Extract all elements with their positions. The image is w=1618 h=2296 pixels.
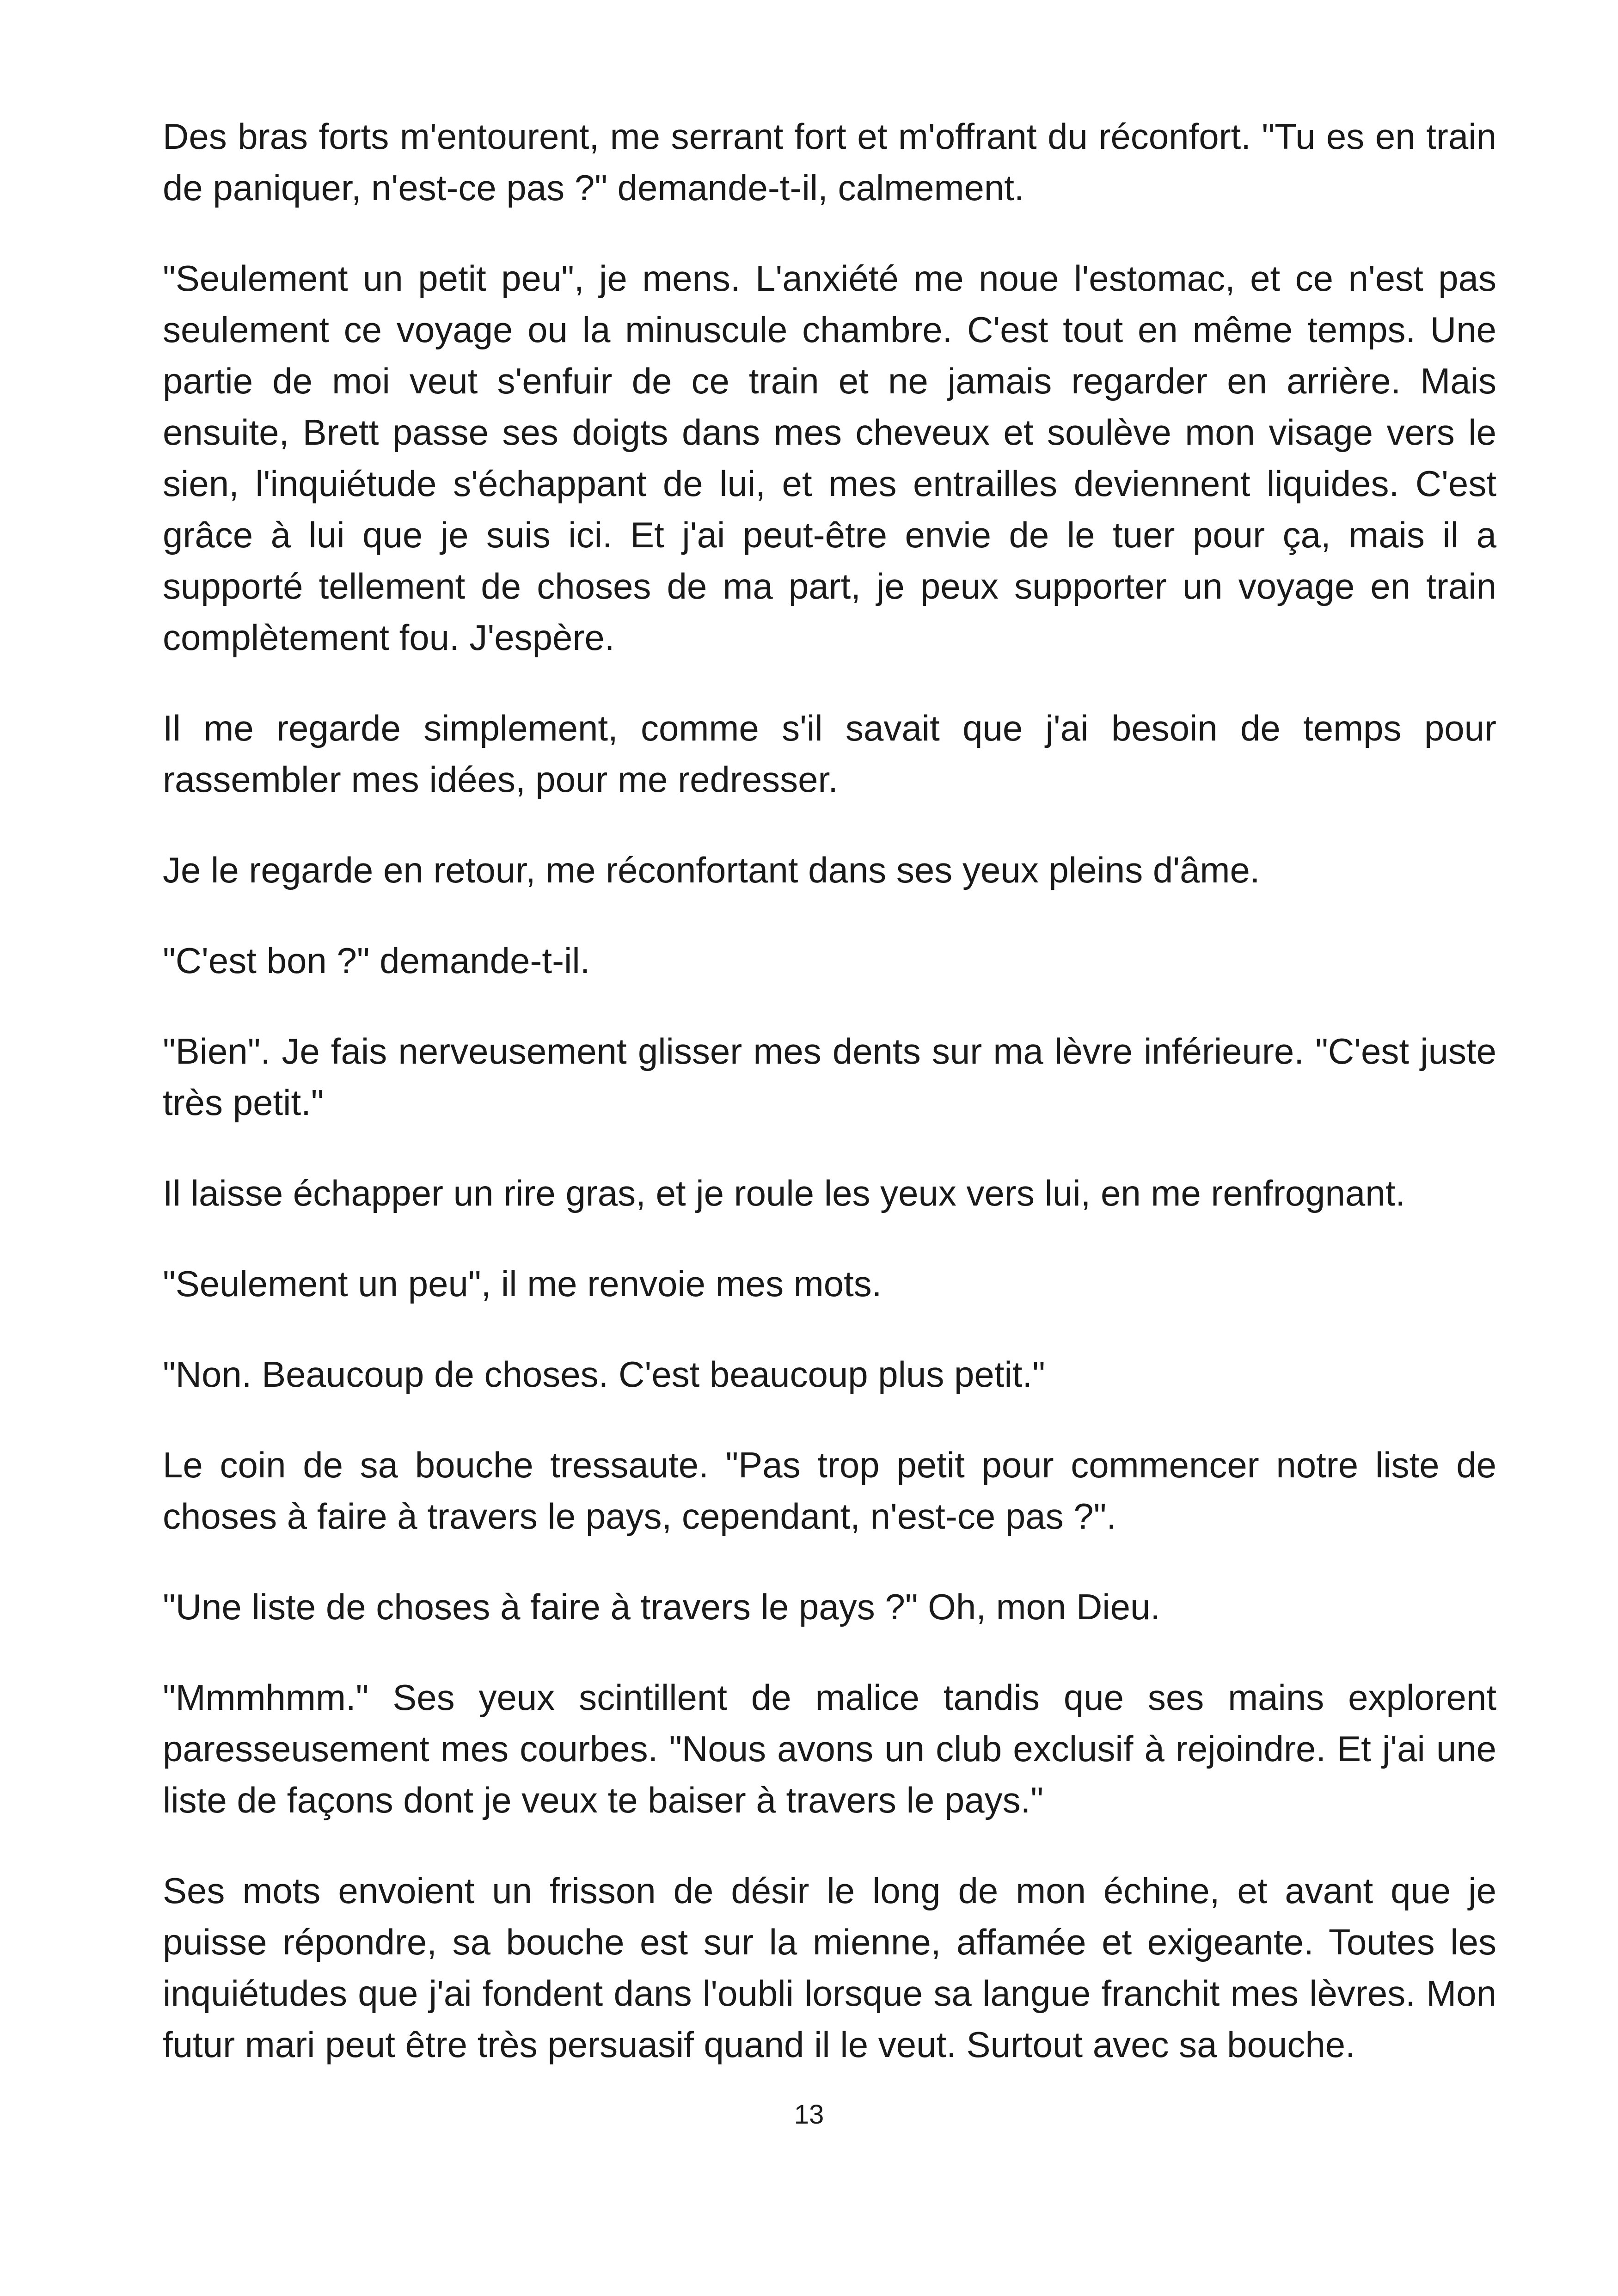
- paragraph-5: "C'est bon ?" demande-t-il.: [163, 940, 590, 981]
- paragraph-11: "Une liste de choses à faire à travers le pays ?" Oh, mon Dieu.: [163, 1586, 1161, 1627]
- page-number: 13: [794, 2100, 824, 2130]
- body-text: [163, 111, 1496, 2070]
- paragraph-1: Des bras forts m'entourent, me serrant fort et m'offrant du réconfort. "Tu es en train de paniquer, n'est-ce pas ?" demande-t-il, calmement.: [163, 116, 1496, 208]
- paragraph-8: "Seulement un peu", il me renvoie mes mots.: [163, 1263, 882, 1304]
- paragraph-7: Il laisse échapper un rire gras, et je roule les yeux vers lui, en me renfrognant.: [163, 1173, 1406, 1213]
- paragraph-3: Il me regarde simplement, comme s'il savait que j'ai besoin de temps pour rassembler mes idées, pour me redresser.: [163, 708, 1496, 800]
- paragraph-9: "Non. Beaucoup de choses. C'est beaucoup plus petit.": [163, 1354, 1045, 1395]
- paragraph-12: "Mmmhmm." Ses yeux scintillent de malice tandis que ses mains explorent paresseusement mes courbes. "Nous avons un club exclusif à rejoindre. Et j'ai une liste de façons dont je veux te baiser à travers le pays.": [163, 1677, 1496, 1820]
- paragraph-6: "Bien". Je fais nerveusement glisser mes dents sur ma lèvre inférieure. "C'est juste très petit.": [163, 1031, 1496, 1123]
- paragraph-13: Ses mots envoient un frisson de désir le long de mon échine, et avant que je puisse répondre, sa bouche est sur la mienne, affamée et exigeante. Toutes les inquiétudes que j'ai fondent dans l'oubli lorsque sa langue franchit mes lèvres. Mon futur mari peut être très persuasif quand il le veut. Surtout avec sa bouche.: [163, 1870, 1496, 2065]
- paragraph-10: Le coin de sa bouche tressaute. "Pas trop petit pour commencer notre liste de choses à faire à travers le pays, cependant, n'est-ce pas ?".: [163, 1445, 1496, 1537]
- paragraph-4: Je le regarde en retour, me réconfortant dans ses yeux pleins d'âme.: [163, 850, 1260, 890]
- paragraph-2: "Seulement un petit peu", je mens. L'anxiété me noue l'estomac, et ce n'est pas seulement ce voyage ou la minuscule chambre. C'est tout en même temps. Une partie de moi veut s'enfuir de ce train et ne jamais regarder en arrière. Mais ensuite, Brett passe ses doigts dans mes cheveux et soulève mon visage vers le sien, l'inquiétude s'échappant de lui, et mes entrailles deviennent liquides. C'est grâce à lui que je suis ici. Et j'ai peut-être envie de le tuer pour ça, mais il a supporté tellement de choses de ma part, je peux supporter un voyage en train complètement fou. J'espère.: [163, 258, 1496, 658]
